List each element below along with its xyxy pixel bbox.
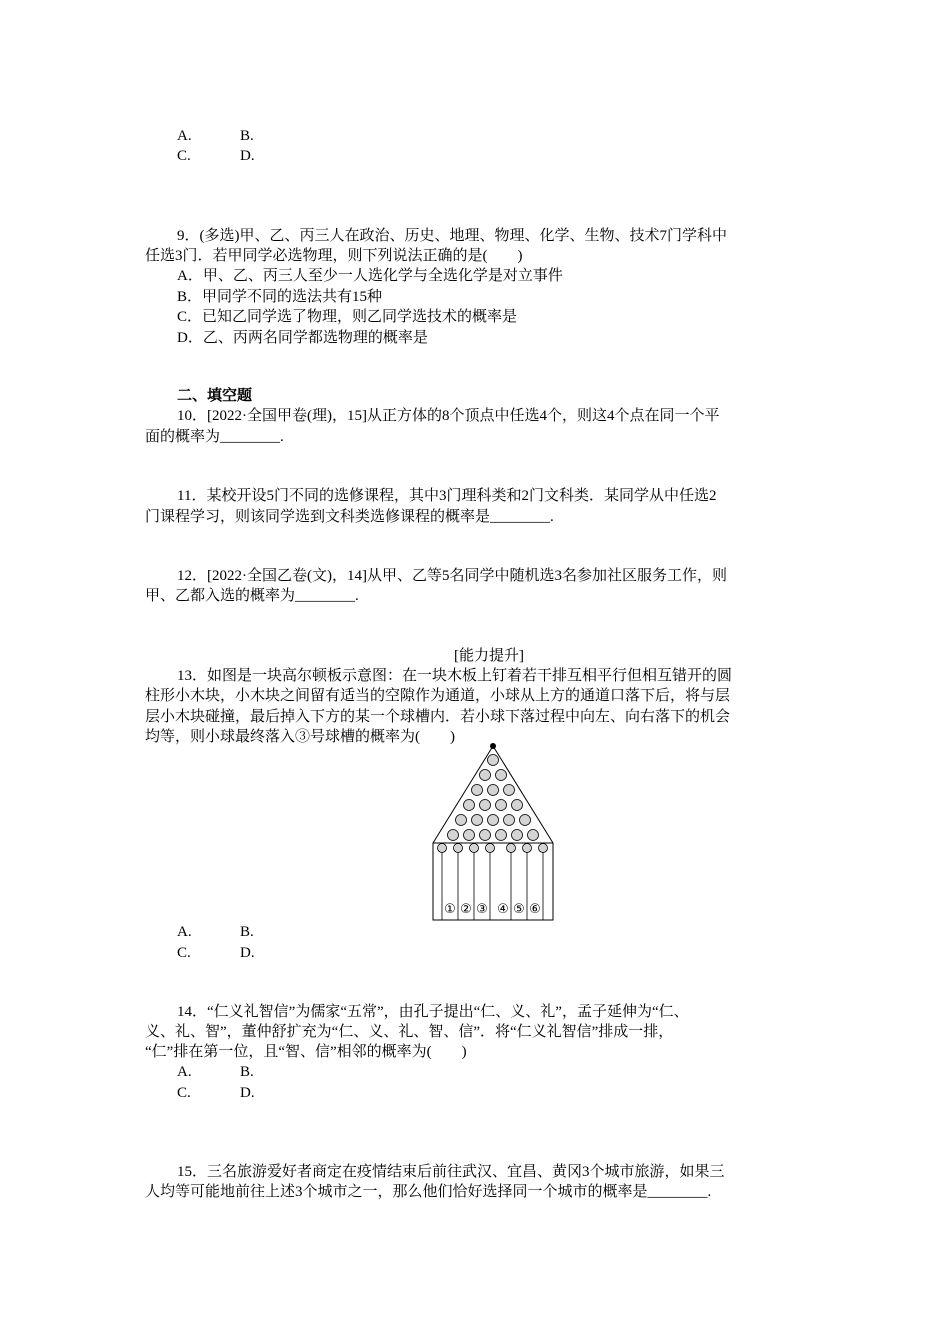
slot-labels xyxy=(444,902,541,917)
q9-option-c: C．已知乙同学选了物理，则乙同学选技术的概率是 xyxy=(177,309,518,325)
peg xyxy=(520,815,531,826)
q8-option-b: B. xyxy=(240,128,254,144)
slot-label-4: ④ xyxy=(497,902,509,917)
q12-line-2: 甲、乙都入选的概率为________. xyxy=(145,588,359,604)
peg xyxy=(504,785,515,796)
section-heading-ability: [能力提升] xyxy=(454,648,524,664)
peg xyxy=(464,800,475,811)
slot-label-1: ① xyxy=(444,902,456,917)
peg xyxy=(496,800,507,811)
peg xyxy=(496,770,507,781)
q14-line-2: 义、礼、智”，董仲舒扩充为“仁、义、礼、智、信”．将“仁义礼智信”排成一排， xyxy=(145,1024,674,1040)
q13-option-b: B. xyxy=(240,924,254,940)
q13-option-d: D. xyxy=(240,945,255,961)
galton-board-figure xyxy=(428,738,558,923)
slot-label-3: ③ xyxy=(476,902,488,917)
q14-option-c: C. xyxy=(177,1085,191,1101)
peg xyxy=(504,815,515,826)
divider-peg xyxy=(470,844,479,853)
divider-peg xyxy=(507,844,516,853)
q13-line-4: 均等，则小球最终落入③号球槽的概率为( ) xyxy=(145,729,455,745)
q13-option-c: C. xyxy=(177,945,191,961)
ball-entry-point xyxy=(490,743,496,749)
q13-line-2: 柱形小木块，小木块之间留有适当的空隙作为通道，小球从上方的通道口落下后，将与层 xyxy=(145,688,731,704)
peg xyxy=(512,830,523,841)
q14-line-3: “仁”排在第一位，且“智、信”相邻的概率为( ) xyxy=(145,1044,467,1060)
peg xyxy=(456,815,467,826)
q10-line-1: 10．[2022·全国甲卷(理)，15]从正方体的8个顶点中任选4个，则这4个点在同一个平 xyxy=(177,408,720,424)
divider-peg xyxy=(539,844,548,853)
slot-label-2: ② xyxy=(460,902,472,917)
peg xyxy=(472,815,483,826)
divider-peg xyxy=(523,844,532,853)
peg xyxy=(528,830,539,841)
q8-option-d: D. xyxy=(240,148,255,164)
q11-line-1: 11．某校开设5门不同的选修课程，其中3门理科类和2门文科类．某同学从中任选2 xyxy=(177,488,717,504)
divider-peg xyxy=(454,844,463,853)
slot-label-6: ⑥ xyxy=(529,902,541,917)
slot-label-5: ⑤ xyxy=(513,902,525,917)
section-heading-fill-blank: 二、填空题 xyxy=(177,388,253,404)
q14-option-a: A. xyxy=(177,1064,192,1080)
q10-line-2: 面的概率为________. xyxy=(145,429,284,445)
q13-line-1: 13．如图是一块高尔顿板示意图：在一块木板上钉着若干排互相平行但相互错开的圆 xyxy=(177,668,733,684)
peg xyxy=(488,755,499,766)
q9-line-2: 任选3门．若甲同学必选物理，则下列说法正确的是( ) xyxy=(145,248,523,264)
q14-line-1: 14．“仁义礼智信”为儒家“五常”，由孔子提出“仁、义、礼”，孟子延伸为“仁、 xyxy=(177,1004,689,1020)
peg xyxy=(488,815,499,826)
divider-peg xyxy=(438,844,447,853)
q11-line-2: 门课程学习，则该同学选到文科类选修课程的概率是________. xyxy=(145,509,554,525)
peg xyxy=(464,830,475,841)
divider-peg xyxy=(486,844,495,853)
q9-option-b: B．甲同学不同的选法共有15种 xyxy=(177,289,383,305)
peg xyxy=(512,800,523,811)
peg xyxy=(496,830,507,841)
q9-option-a: A．甲、乙、丙三人至少一人选化学与全选化学是对立事件 xyxy=(177,268,563,284)
q14-option-d: D. xyxy=(240,1085,255,1101)
q8-option-a: A. xyxy=(177,128,192,144)
peg xyxy=(480,770,491,781)
q9-line-1: 9．(多选)甲、乙、丙三人在政治、历史、地理、物理、化学、生物、技术7门学科中 xyxy=(177,228,727,244)
q8-option-c: C. xyxy=(177,148,191,164)
q15-line-1: 15．三名旅游爱好者商定在疫情结束后前往武汉、宜昌、黄冈3个城市旅游，如果三 xyxy=(177,1164,725,1180)
q12-line-1: 12．[2022·全国乙卷(文)，14]从甲、乙等5名同学中随机选3名参加社区服务工作，则 xyxy=(177,568,727,584)
q9-option-d: D．乙、丙两名同学都选物理的概率是 xyxy=(177,330,428,346)
q13-line-3: 层小木块碰撞，最后掉入下方的某一个球槽内．若小球下落过程中向左、向右落下的机会 xyxy=(145,709,731,725)
peg xyxy=(448,830,459,841)
peg xyxy=(472,785,483,796)
peg xyxy=(480,830,491,841)
peg xyxy=(488,785,499,796)
peg xyxy=(480,800,491,811)
q15-line-2: 人均等可能地前往上述3个城市之一，那么他们恰好选择同一个城市的概率是________. xyxy=(145,1184,712,1200)
q13-option-a: A. xyxy=(177,924,192,940)
q14-option-b: B. xyxy=(240,1064,254,1080)
